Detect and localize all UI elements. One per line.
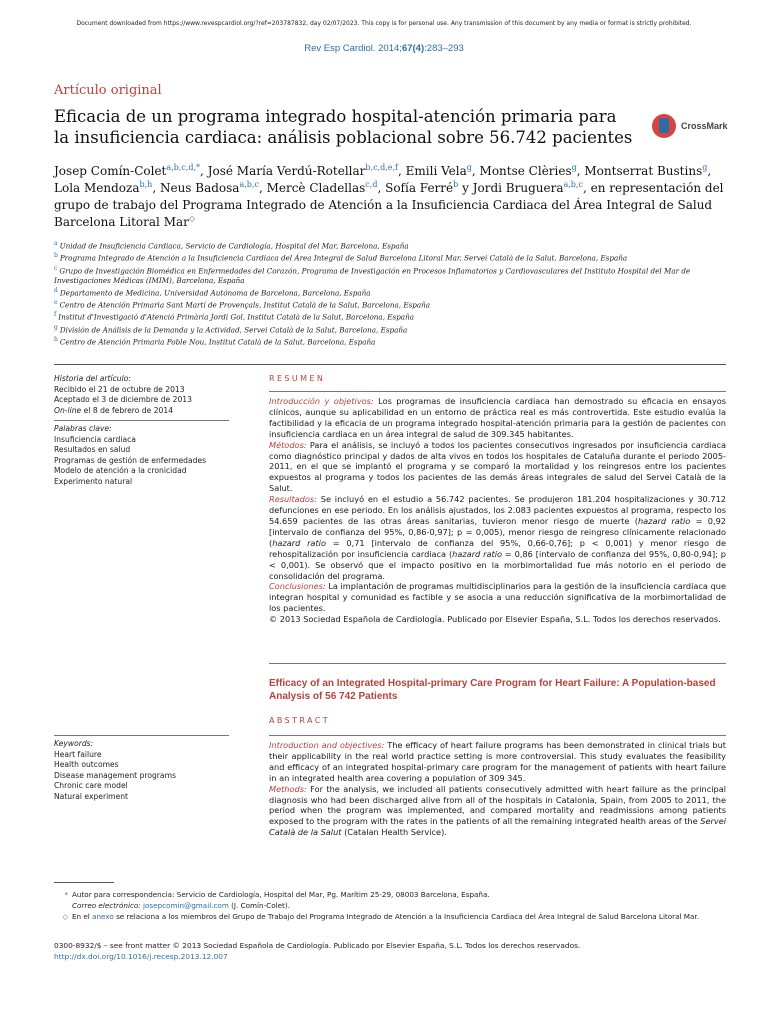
- email-link[interactable]: josepcomin@gmail.com: [143, 901, 229, 910]
- affiliation-text: Departamento de Medicina, Universidad Autónoma de Barcelona, Barcelona, España: [59, 288, 371, 298]
- history-header: Historia del artículo:: [54, 374, 131, 383]
- abstract-methods: Methods: For the analysis, we included all patients consecutively admitted with heart failure as the principal diagnosis who had been discharged alive from all of the hospitals in Catalonia, Spain, from 2005 to 2011, the period when the program was implemented, and compared mortality and readmissions among patients exposed to the program with the rates in the patients of all the remaining integrated health areas of the Servei Català de la Salut (Catalan Health Service).: [269, 783, 727, 838]
- download-notice: Document downloaded from https://www.revespcardiol.org/?ref=203787832, day 02/07/2023. This copy is for personal use. Any transmission of this document by any media or format is strictly prohibited.: [76, 20, 692, 27]
- footnote-email: Correo electrónico: josepcomin@gmail.com (J. Comín-Colet).: [72, 901, 290, 910]
- resumen-divider: [269, 391, 726, 392]
- affiliation-text: División de Análisis de la Demanda y la Actividad, Servei Català de la Salut, Barcelona, España: [59, 325, 408, 335]
- bottom-info: [54, 940, 734, 962]
- author-name: Mercè Cladellas: [266, 181, 366, 195]
- crossmark-icon: [652, 114, 676, 138]
- keywords-es-header: Palabras clave:: [54, 424, 112, 433]
- abstract-intro: Introduction and objectives: The efficacy of heart failure programs has been demonstrated in clinical trials but their applicability in the real world practice setting is more controversial. This study evaluates the feasibility and efficacy of an integrated hospital-primary care program for the management of patients with heart failure in an integrated health area covering a population of 309 345.: [269, 740, 727, 783]
- footnote-divider: [54, 882, 114, 883]
- resumen-methods: Métodos: Para el análisis, se incluyó a todos los pacientes consecutivos ingresados por insuficiencia cardiaca como diagnóstico principal y dados de alta vivos en todos los hospitales de Cataluña durante el periodo 2005-2011, en el que se implantó el programa y se comparó la mortalidad y los reingresos entre los pacientes expuestos al programa y todos los pacientes de las demás áreas integrales de salud del Servei Català de la Salut.: [269, 439, 726, 494]
- affiliation-letter: g: [54, 323, 58, 331]
- affiliation-item: [54, 264, 734, 286]
- abstract-body: [269, 740, 726, 838]
- author-affiliation-marker[interactable]: a,b,c: [563, 180, 583, 189]
- keywords-en: [54, 735, 234, 802]
- keywords-es-list: [54, 435, 234, 488]
- anexo-link[interactable]: anexo: [92, 912, 114, 921]
- footnotes: [54, 889, 734, 922]
- affiliation-letter: f: [54, 311, 57, 319]
- author-name: José María Verdú-Rotellar: [207, 164, 366, 178]
- footnote-correspondence: * Autor para correspondencia: Servicio de Cardiología, Hospital del Mar, Pg. Marítim 25-29, 08003 Barcelona, España.: [64, 890, 490, 899]
- keyword-item: Modelo de atención a la cronicidad: [54, 466, 187, 475]
- journal-volume: 67: [401, 43, 413, 54]
- keyword-item: Insuficiencia cardiaca: [54, 434, 136, 444]
- affiliation-text: Institut d'Investigació d'Atenció Primària Jordi Gol, Institut Català de la Salut, Barcelona, España: [58, 312, 415, 322]
- author-name: en representación del grupo de trabajo del Programa Integrado de Atención a la Insuficiencia Cardiaca del Área Integral de Salud Barcelona Litoral Mar: [54, 181, 724, 229]
- footnote-anexo: ◇ En el anexo se relaciona a los miembros del Grupo de Trabajo del Programa Integrado de Atención a la Insuficiencia Cardiaca del Área Integral de Salud Barcelona Litoral Mar.: [62, 912, 699, 921]
- keyword-item: Resultados en salud: [54, 445, 131, 454]
- affiliation-item: [54, 239, 734, 251]
- resumen-end-divider: [269, 663, 726, 664]
- affiliations: [54, 239, 734, 347]
- crossmark-label: CrossMark: [681, 121, 728, 131]
- history-divider: [54, 420, 229, 421]
- author-name: Montse Clèries: [479, 164, 572, 178]
- history-online: On-line el 8 de febrero de 2014: [54, 405, 174, 415]
- section-type: Artículo original: [54, 83, 162, 98]
- resumen-intro: Introducción y objetivos: Los programas de insuficiencia cardiaca han demostrado su eficacia en ensayos clínicos, aunque su aplicabilidad en un entorno de práctica real es más controvertida. Este estudio evalúa la factibilidad y la eficacia de un programa integrado hospital-atención primaria para la gestión de pacientes con insuficiencia cardiaca en un área integral de salud de 309.345 habitantes.: [269, 396, 726, 439]
- history-received: Recibido el 21 de octubre de 2013: [54, 384, 185, 394]
- keyword-item: Heart failure: [54, 749, 102, 759]
- keywords-en-list: [54, 750, 234, 803]
- affiliation-letter: a: [54, 240, 58, 247]
- resumen-conclusions: Conclusiones: La implantación de programas multidisciplinarios para la gestión de la insuficiencia cardiaca que integran hospital y comunidad es factible y se asocia a una reducción significativa de la morbimortalidad de los pacientes.: [269, 581, 726, 614]
- author-affiliation-marker[interactable]: g: [571, 163, 577, 172]
- author-affiliation-marker[interactable]: a,b,c,d,*: [166, 163, 201, 172]
- article-history: [54, 374, 234, 487]
- history-accepted: Aceptado el 3 de diciembre de 2013: [54, 395, 192, 404]
- resumen-results: Resultados: Se incluyó en el estudio a 56.742 pacientes. Se produjeron 181.204 hospitalizaciones y 30.712 defunciones en ese periodo. En los análisis ajustados, los 2.083 pacientes expuestos al programa, respecto los 54.659 pacientes de las otras áreas sanitarias, tuvieron menor riesgo de muerte (hazard ratio = 0,92 [intervalo de confianza del 95%, 0,86-0,97]; p = 0,005), menor riesgo de reingreso clínicamente relacionado (hazard ratio = 0,71 [intervalo de confianza del 95%, 0,66-0,76]; p < 0,001) y menor riesgo de rehospitalización por insuficiencia cardiaca (hazard ratio = 0,86 [intervalo de confianza del 95%, 0,80-0,94]; p < 0,001). Se observó que el impacto positivo en la morbimortalidad fue más notorio en el periodo de consolidación del programa.: [269, 494, 727, 581]
- affiliation-item: [54, 286, 734, 298]
- author-affiliation-marker[interactable]: b,h: [139, 180, 153, 189]
- author-name: Emili Vela: [405, 164, 467, 178]
- abstract-heading: ABSTRACT: [269, 716, 331, 725]
- affiliation-letter: h: [54, 335, 58, 343]
- crossmark-badge[interactable]: [652, 113, 732, 139]
- affiliation-text: Centro de Atención Primaria Poble Nou, Institut Català de la Salut, Barcelona, España: [59, 337, 376, 347]
- keywords-en-divider: [54, 735, 229, 736]
- affiliation-letter: e: [54, 299, 58, 307]
- author-affiliation-marker[interactable]: b: [453, 180, 459, 189]
- keyword-item: Disease management programs: [54, 770, 176, 780]
- author-name: y Jordi Bruguera: [462, 181, 564, 195]
- journal-pages: :283–293: [424, 43, 464, 54]
- author-affiliation-marker[interactable]: c,d: [365, 180, 378, 189]
- affiliation-text: Unidad de Insuficiencia Cardiaca, Servicio de Cardiología, Hospital del Mar, Barcelona, España: [59, 241, 409, 251]
- author-affiliation-marker[interactable]: g: [702, 163, 708, 172]
- affiliation-item: [54, 298, 734, 310]
- keyword-item: Experimento natural: [54, 476, 133, 486]
- affiliation-text: Centro de Atención Primaria Sant Martí de Provençals, Institut Català de la Salut, Barcelona, España: [59, 300, 431, 310]
- keyword-item: Chronic care model: [54, 781, 128, 790]
- keywords-en-header: Keywords:: [54, 739, 94, 748]
- article-title: Eficacia de un programa integrado hospital-atención primaria para la insuficiencia cardiaca: análisis poblacional sobre 56.742 pacientes: [54, 107, 633, 147]
- author-list: Josep Comín-Colet$^{a,b,c,d,*}$, José María Verdú-Rotellar$^{b,c,d,e,f}$, Emili Vela$^g$, Montse Clèries$^g$, Montserrat Bustins$^g$, Lola Mendoza$^{b,h}$, Neus Badosa$^{a,b,c}$, Mercè Cladellas$^{c,d}$, Sofía Ferré$^b$ y Jordi Bruguera$^{a,b,c}$, en representación del grupo de trabajo del Programa Integrado de Atención a la Insuficiencia Cardiaca del Área Integral de Salud Barcelona Litoral Mar◇: [54, 163, 724, 229]
- author-name: Neus Badosa: [159, 181, 240, 195]
- author-name: Lola Mendoza: [54, 181, 140, 195]
- journal-citation[interactable]: [0, 43, 768, 54]
- journal-issue: (4): [412, 43, 425, 54]
- affiliation-text: Programa Integrado de Atención a la Insuficiencia Cardiaca del Área Integral de Salud Barcelona Litoral Mar, Servei Català de la Salut, Barcelona, España: [59, 253, 628, 263]
- affiliation-letter: b: [54, 252, 58, 260]
- affiliation-item: [54, 310, 734, 322]
- affiliation-letter: d: [54, 286, 58, 294]
- header-divider: [54, 364, 726, 365]
- affiliation-item: [54, 335, 734, 347]
- author-affiliation-marker[interactable]: b,c,d,e,f: [365, 163, 398, 172]
- keyword-item: Natural experiment: [54, 791, 129, 801]
- author-affiliation-marker[interactable]: ◇: [188, 214, 196, 223]
- author-affiliation-marker[interactable]: g: [466, 163, 472, 172]
- issn-line: 0300-8932/$ – see front matter © 2013 Sociedad Española de Cardiología. Publicado por Elsevier España, S.L. Todos los derechos reservados.: [54, 941, 581, 950]
- abstract-divider: [269, 735, 726, 736]
- resumen-heading: RESUMEN: [269, 374, 326, 383]
- affiliation-text: Grupo de Investigación Biomédica en Enfermedades del Corazón, Programa de Investigación en Procesos Inflamatorios y Cardiovasculares del Instituto Hospital del Mar de Investigaciones Médicas (IMIM), Barcelona, España: [54, 265, 691, 285]
- english-title: Efficacy of an Integrated Hospital-primary Care Program for Heart Failure: A Population-based Analysis of 56 742 Patients: [269, 678, 716, 702]
- doi-link[interactable]: http://dx.doi.org/10.1016/j.recesp.2013.12.007: [54, 952, 228, 961]
- resumen-body: [269, 396, 726, 625]
- keyword-item: Health outcomes: [54, 760, 119, 769]
- affiliation-item: [54, 323, 734, 335]
- author-name: Sofía Ferré: [385, 181, 454, 195]
- keyword-item: Programas de gestión de enfermedades: [54, 455, 207, 465]
- author-name: Josep Comín-Colet: [54, 164, 167, 178]
- resumen-copyright: © 2013 Sociedad Española de Cardiología. Publicado por Elsevier España, S.L. Todos los derechos reservados.: [269, 614, 721, 625]
- affiliation-item: [54, 251, 734, 263]
- journal-name: Rev Esp Cardiol. 2014;: [304, 43, 402, 54]
- author-name: Montserrat Bustins: [584, 164, 703, 178]
- author-affiliation-marker[interactable]: a,b,c: [239, 180, 259, 189]
- affiliation-letter: c: [54, 264, 58, 272]
